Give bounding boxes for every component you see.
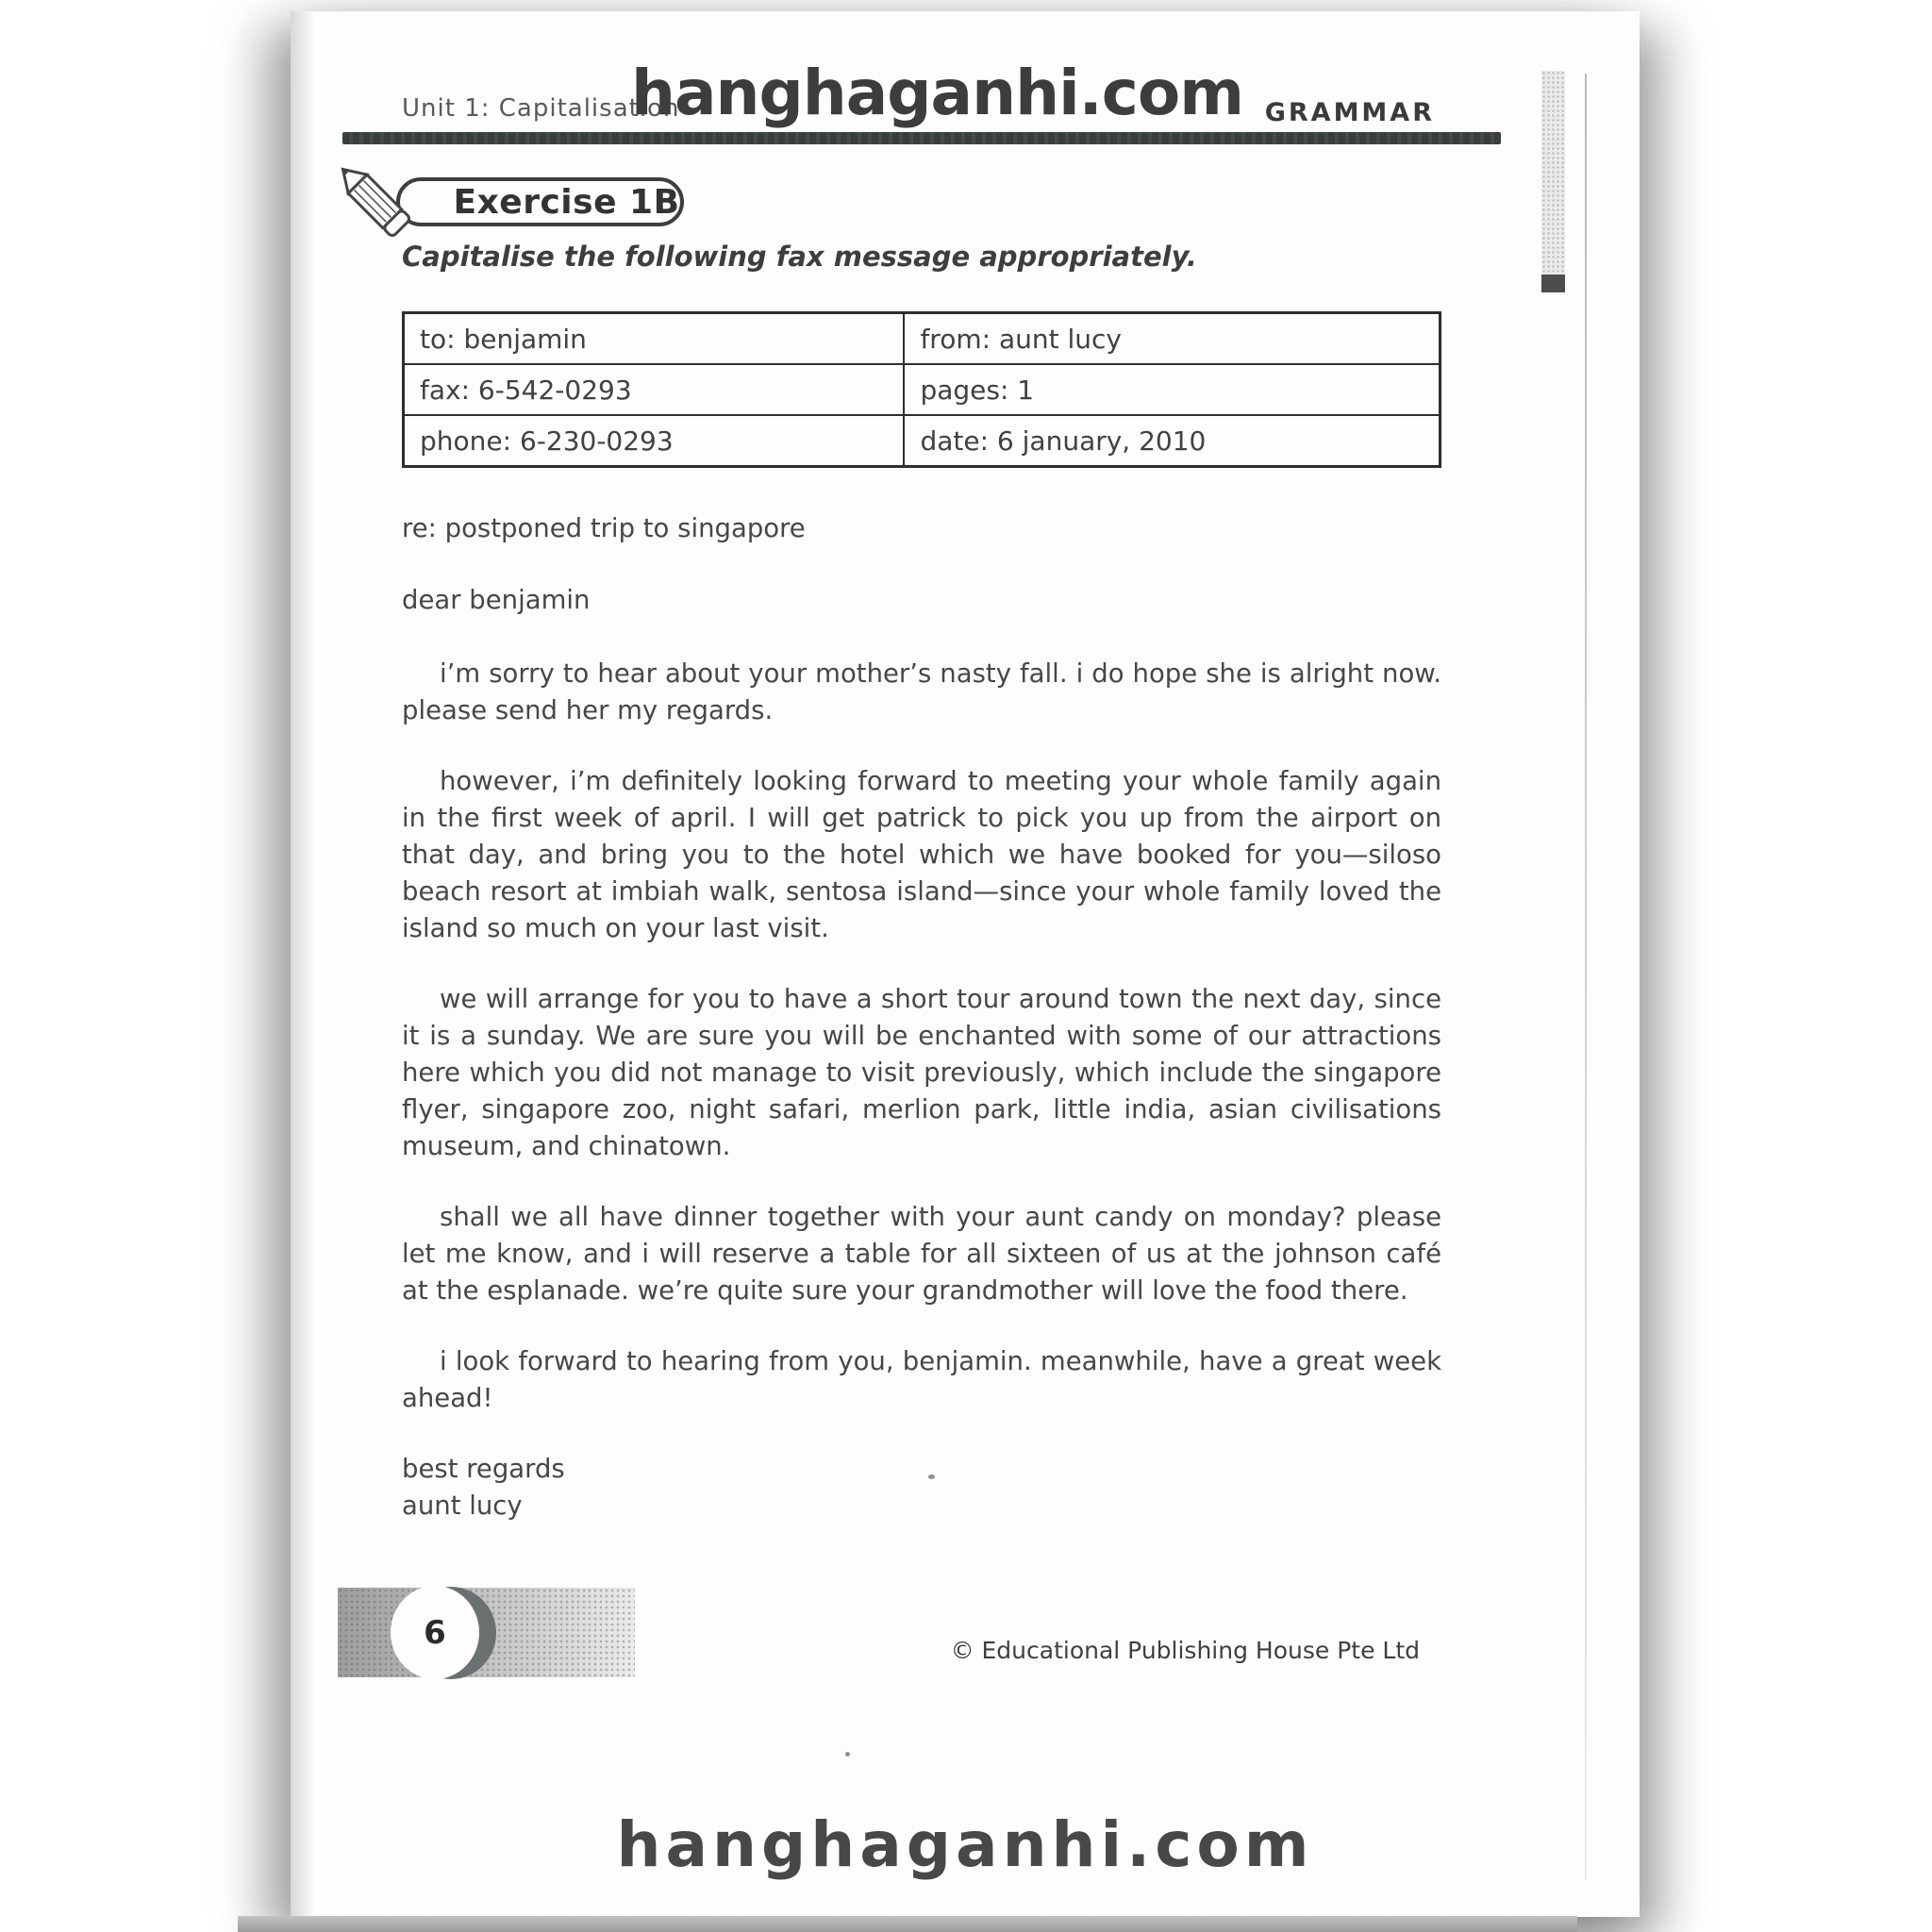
edge-tab-marker [1541,71,1565,292]
table-row [405,414,1439,465]
fax-date-cell: date: 6 january, 2010 [920,425,1207,457]
watermark-bottom: hanghaganhi.com [616,1808,1314,1881]
letter-paragraph: i’m sorry to hear about your mother’s nasty fall. i do hope she is alright now. please send her my regards. [402,658,1441,725]
copyright-notice: © Educational Publishing House Pte Ltd [950,1637,1420,1664]
fax-pages-cell: pages: 1 [920,374,1035,406]
scan-edge-line [1585,74,1587,1880]
scan-speck [928,1474,935,1479]
header-rule [342,132,1501,144]
table-row [405,314,1439,363]
exercise-title-box [396,177,684,226]
instruction-text: Capitalise the following fax message appropriately. [402,241,1197,273]
letter-paragraph: however, i’m definitely looking forward to meeting your whole family again in the first week of april. I will get patrick to pick you up from the airport on that day, and bring you to the hotel which we have booked for you—siloso beach resort at imbiah walk, sentosa island—since your whole family loved the island so much on your last visit. [402,766,1441,943]
scanned-page [291,11,1640,1917]
section-label: GRAMMAR [1264,98,1435,127]
fax-number-cell: fax: 6-542-0293 [405,365,905,414]
letter-subject: re: postponed trip to singapore [402,513,806,543]
letter-paragraph: shall we all have dinner together with your aunt candy on monday? please let me know, and i will reserve a table for all sixteen of us at the johnson café at the esplanade. we’re quite sure your grandmother will love the food there. [402,1202,1441,1306]
fax-to-cell: to: benjamin [405,314,905,363]
letter-closing-block [402,1451,1441,1524]
letter-closing: best regards [402,1454,565,1484]
page-number-badge [338,1588,635,1677]
watermark-top: hanghaganhi.com [631,57,1243,129]
badge-circle [391,1586,479,1679]
letter-salutation: dear benjamin [402,585,591,615]
scan-speck [845,1752,850,1757]
fax-phone-cell: phone: 6-230-0293 [405,416,905,465]
page-number: 6 [424,1613,446,1652]
letter-signature: aunt lucy [402,1491,523,1521]
next-page-strip [238,1916,1577,1932]
letter-paragraph: i look forward to hearing from you, benjamin. meanwhile, have a great week ahead! [402,1346,1441,1413]
edge-tab-marker-end [1541,275,1565,292]
unit-header: Unit 1: Capitalisation [402,94,680,123]
fax-from-cell: from: aunt lucy [920,323,1122,355]
pencil-icon [325,151,423,249]
fax-message-body [402,502,1441,1524]
exercise-title: Exercise 1B [453,182,680,222]
table-row [405,363,1439,414]
letter-paragraph: we will arrange for you to have a short tour around town the next day, since it is a sunday. We are sure you will be enchanted with some of our attractions here which you did not manage to visit previously, which include the singapore flyer, singapore zoo, night safari, merlion park, little india, asian civilisations museum, and chinatown. [402,984,1441,1161]
fax-header-table [402,311,1441,468]
